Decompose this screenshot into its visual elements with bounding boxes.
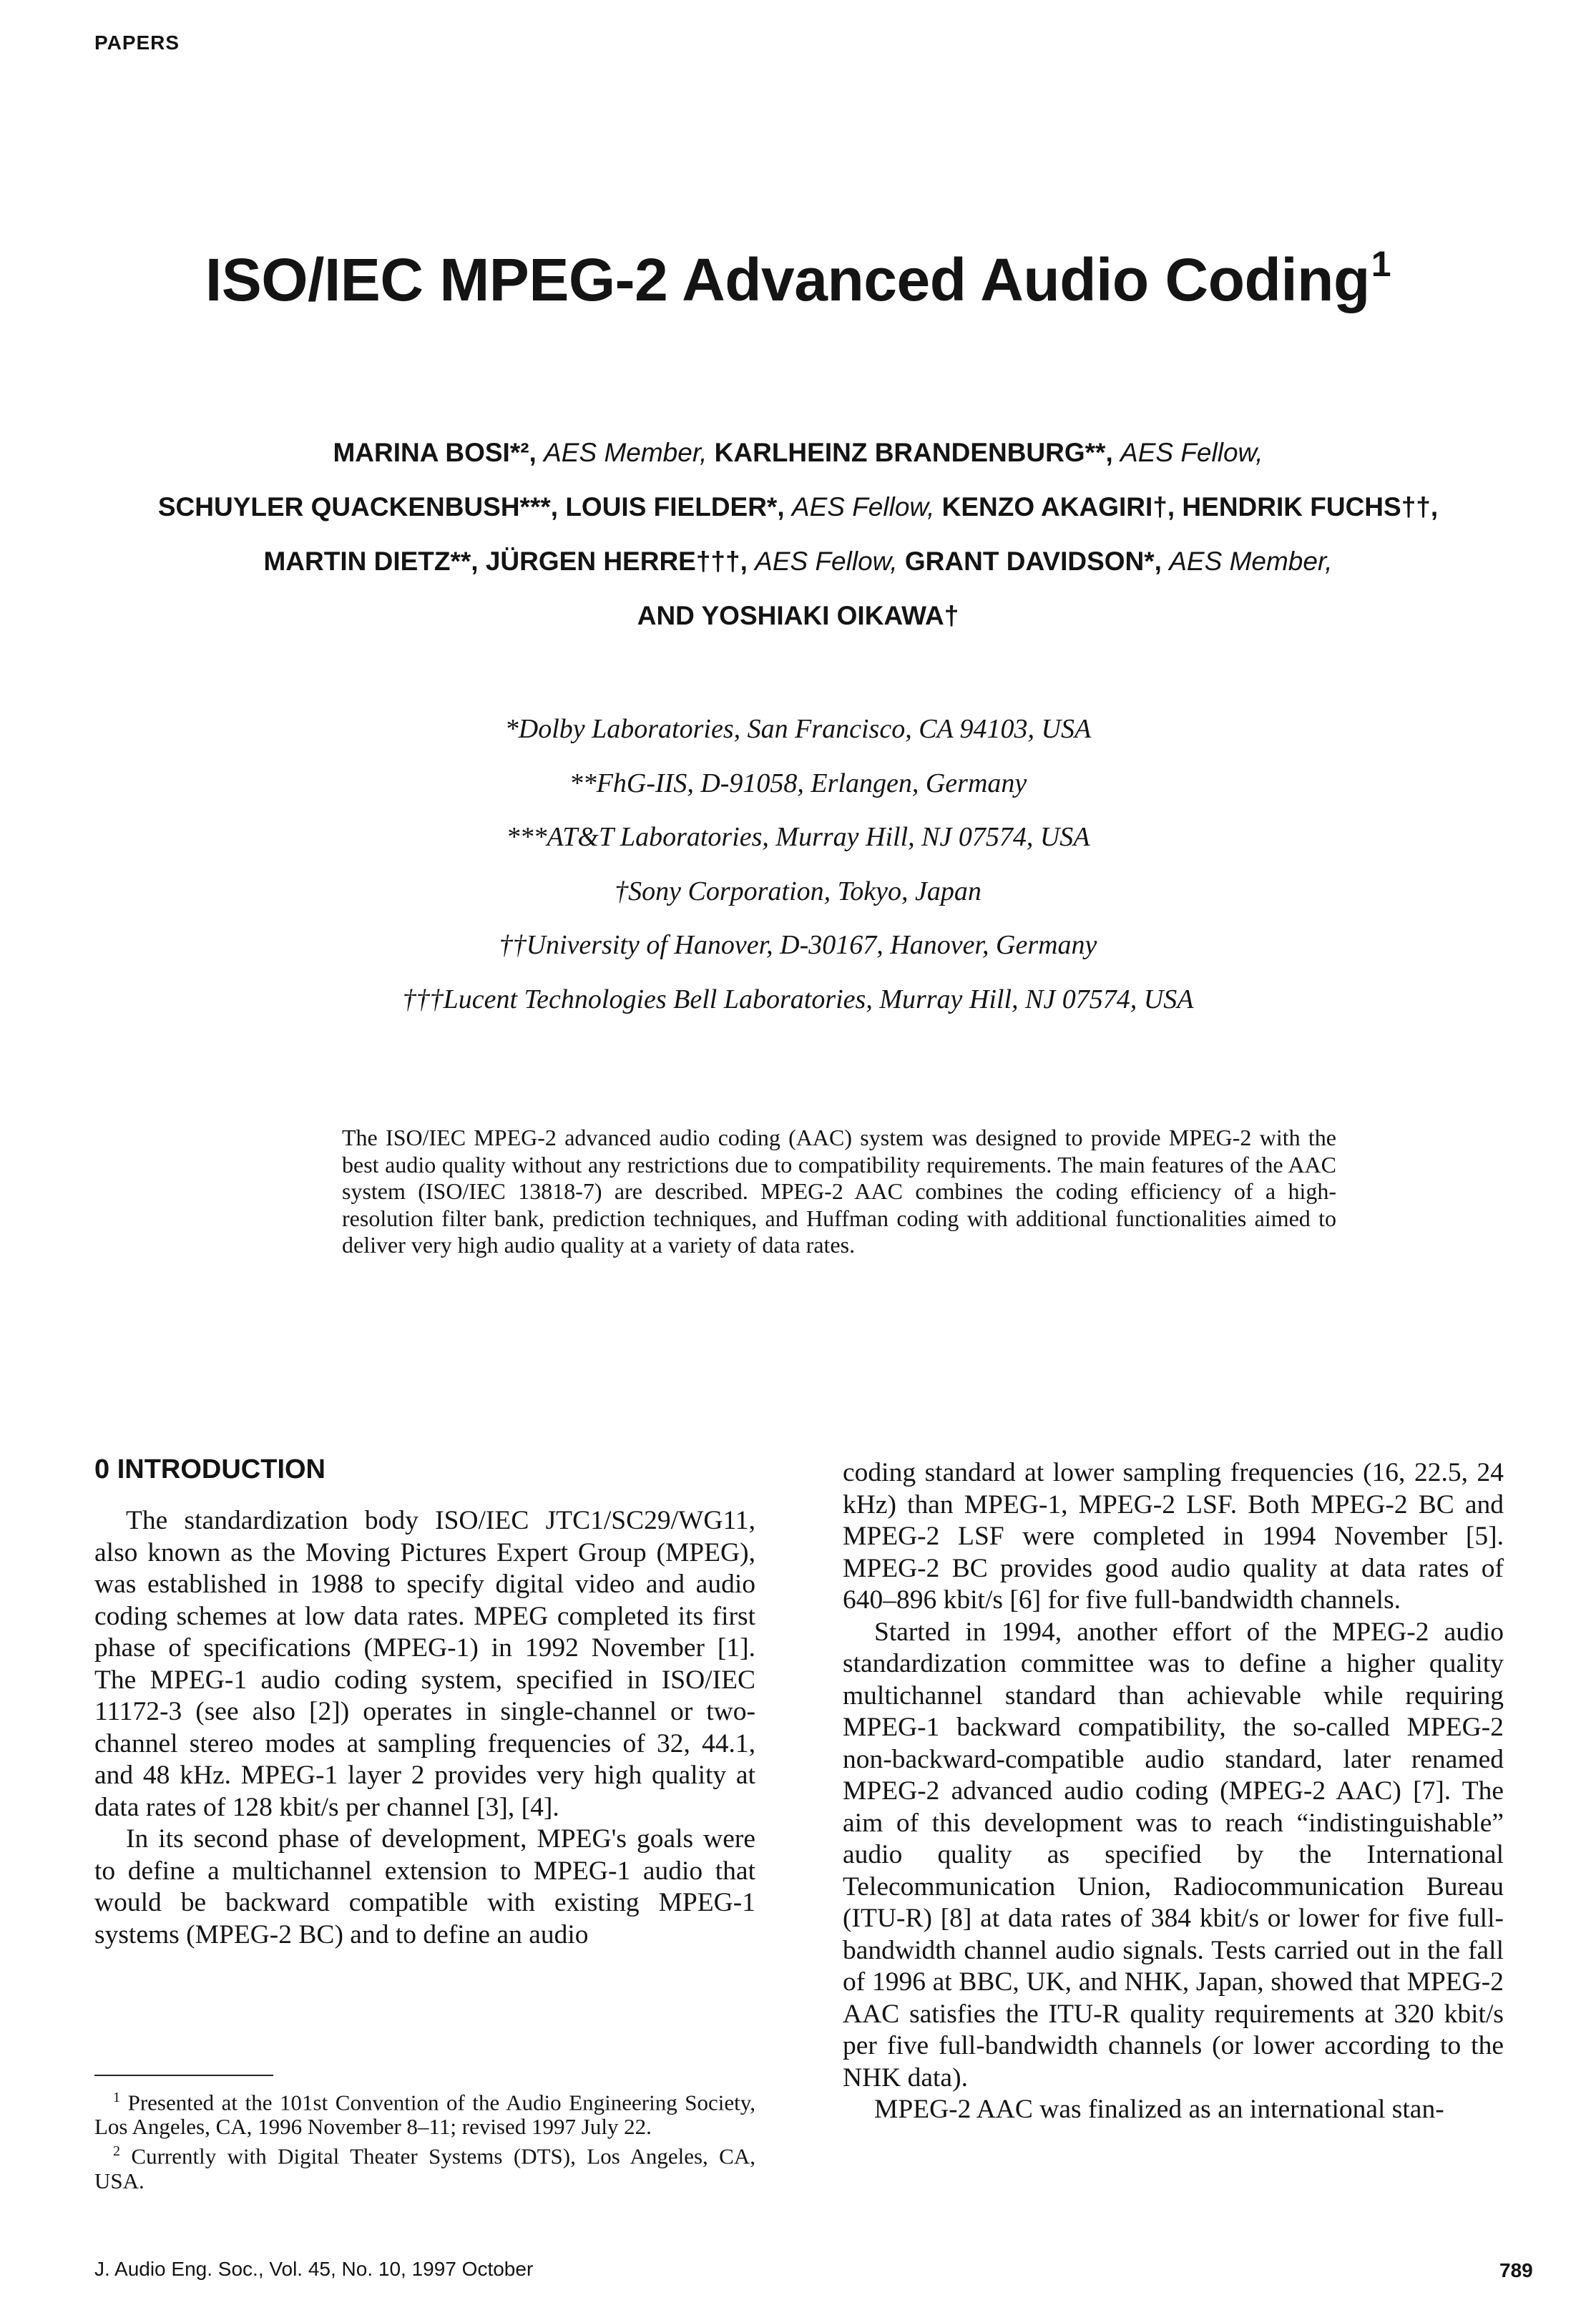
abstract: The ISO/IEC MPEG-2 advanced audio coding (AAC) system was designed to provide MPEG-2 with the best audio quality without any restrictions due to compatibility requirements. The main features of the AAC system (ISO/IEC 13818-7) are described. MPEG-2 AAC combines the coding efficiency of a high-resolution filter bank, prediction techniques, and Huffman coding with additional functionalities aimed to deliver very high audio quality at a variety of data rates. — [342, 1125, 1336, 1258]
section-heading: 0 INTRODUCTION — [94, 1454, 325, 1484]
author-list — [0, 426, 1596, 643]
footnote-text: Presented at the 101st Convention of the Audio Engineering Society, Los Angeles, CA, 1996 November 8–11; revised 1997 July 22. — [94, 2090, 756, 2140]
footnote-text: Currently with Digital Theater Systems (DTS), Los Angeles, CA, USA. — [94, 2143, 756, 2193]
body-paragraph: coding standard at lower sampling frequencies (16, 22.5, 24 kHz) than MPEG-1, MPEG-2 LSF. Both MPEG-2 BC and MPEG-2 LSF were completed in 1994 November [5]. MPEG-2 BC provides good audio quality at data rates of 640–896 kbit/s [6] for five full-bandwidth channels. — [843, 1458, 1504, 1615]
aes-membership: AES Fellow, — [791, 492, 935, 522]
aes-membership: AES Member, — [1169, 547, 1333, 576]
author-line — [0, 589, 1596, 643]
right-column — [843, 1457, 1504, 2126]
body-paragraph: Started in 1994, another effort of the MPEG-2 audio standardization committee was to define a higher quality multichannel standard than achievable while requiring MPEG-1 backward compatibility, the so-called MPEG-2 non-backward-compatible audio standard, later renamed MPEG-2 advanced audio coding (MPEG-2 AAC) [7]. The aim of this development was to reach “indistinguishable” audio quality as specified by the International Telecommunication Union, Radiocommunication Bureau (ITU-R) [8] at data rates of 384 kbit/s or lower for five full-bandwidth channel audio signals. Tests carried out in the fall of 1996 at BBC, UK, and NHK, Japan, showed that MPEG-2 AAC satisfies the ITU-R quality requirements at 320 kbit/s per five full-bandwidth channels (or lower according to the NHK data). — [843, 1617, 1504, 2093]
affiliation: ***AT&T Laboratories, Murray Hill, NJ 07574, USA — [506, 822, 1090, 852]
affiliation: †Sony Corporation, Tokyo, Japan — [615, 876, 981, 906]
author-name: SCHUYLER QUACKENBUSH***, LOUIS FIELDER*, — [157, 492, 792, 522]
footnote-mark: 2 — [113, 2143, 120, 2160]
aes-membership: AES Fellow, — [1120, 438, 1263, 467]
aes-membership: AES Fellow, — [755, 547, 898, 576]
journal-citation: J. Audio Eng. Soc., Vol. 45, No. 10, 1997 October — [94, 2258, 534, 2280]
aes-membership: AES Member, — [544, 438, 708, 467]
paper-title-text: ISO/IEC MPEG-2 Advanced Audio Coding — [205, 246, 1370, 313]
affiliation: ††University of Hanover, D-30167, Hanover, Germany — [499, 930, 1097, 960]
author-name: AND YOSHIAKI OIKAWA† — [637, 601, 959, 630]
affiliation: **FhG-IIS, D-91058, Erlangen, Germany — [569, 768, 1027, 798]
left-column — [94, 1454, 755, 1951]
title-footnote-mark: 1 — [1371, 244, 1391, 284]
footnote-divider — [94, 2075, 273, 2076]
affiliation: *Dolby Laboratories, San Francisco, CA 94103, USA — [504, 714, 1092, 744]
affiliation: †††Lucent Technologies Bell Laboratories, Murray Hill, NJ 07574, USA — [402, 984, 1194, 1014]
section-label: PAPERS — [94, 31, 180, 54]
footnote-mark: 1 — [113, 2090, 120, 2105]
page-number: 789 — [1499, 2259, 1533, 2281]
body-paragraph: The standardization body ISO/IEC JTC1/SC29/WG11, also known as the Moving Pictures Expert Group (MPEG), was established in 1988 to specify digital video and audio coding schemes at low data rates. MPEG completed its first phase of specifications (MPEG-1) in 1992 November [1]. The MPEG-1 audio coding system, specified in ISO/IEC 11172-3 (see also [2]) operates in single-channel or two-channel stereo modes at sampling frequencies of 32, 44.1, and 48 kHz. MPEG-1 layer 2 provides very high quality at data rates of 128 kbit/s per channel [3], [4]. — [94, 1506, 755, 1822]
footnote — [94, 2139, 755, 2193]
body-paragraph: MPEG-2 AAC was finalized as an international stan- — [874, 2095, 1444, 2124]
paper-title — [0, 243, 1596, 315]
affiliation-list — [0, 703, 1596, 1027]
author-line — [0, 480, 1596, 534]
footnote — [94, 2085, 755, 2139]
footnotes — [94, 2085, 755, 2193]
author-line — [0, 534, 1596, 589]
author-line — [0, 426, 1596, 480]
author-name: MARTIN DIETZ**, JÜRGEN HERRE†††, — [263, 547, 755, 576]
author-name: KARLHEINZ BRANDENBURG**, — [707, 438, 1121, 467]
body-paragraph: In its second phase of development, MPEG's goals were to define a multichannel extension to MPEG-1 audio that would be backward compatible with existing MPEG-1 systems (MPEG-2 BC) and to define an audio — [94, 1824, 755, 1949]
author-name: KENZO AKAGIRI†, HENDRIK FUCHS††, — [934, 492, 1439, 522]
author-name: MARINA BOSI*², — [333, 438, 544, 467]
author-name: GRANT DAVIDSON*, — [897, 547, 1170, 576]
